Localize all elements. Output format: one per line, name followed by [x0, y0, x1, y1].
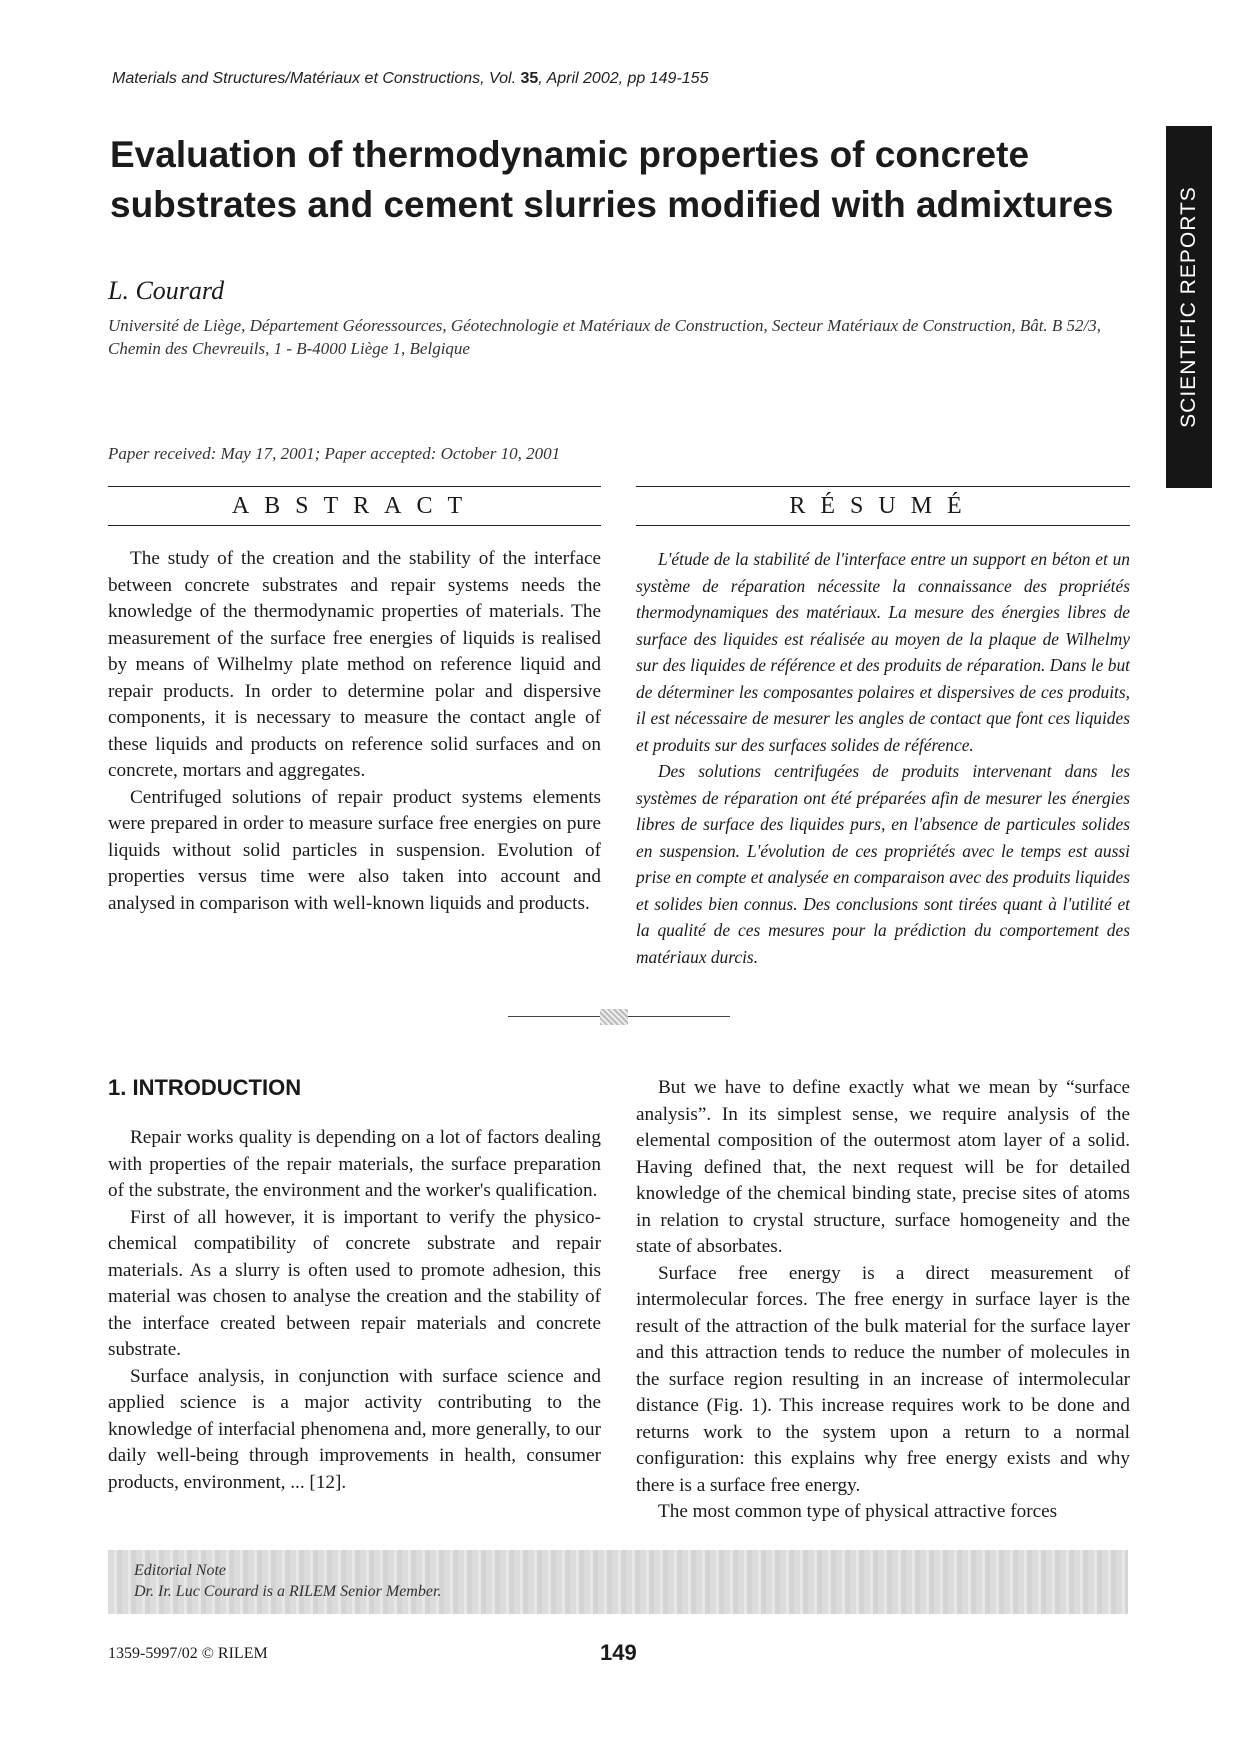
body-paragraph: Surface free energy is a direct measurement of intermolecular forces. The free energy in surface layer is the result of the attraction of the bulk material for the surface layer and this attraction tends to reduce the number of molecules in the surface region resulting in an increase of intermolecular distance (Fig. 1). This increase requires work to be done and returns work to the system upon a return to a normal configuration: this explains why free energy exists and why there is a surface free energy. [636, 1262, 1130, 1496]
affiliation-line-2: Chemin des Chevreuils, 1 - B-4000 Liège 1, Belgique [108, 339, 470, 358]
author-name: L. Courard [108, 276, 225, 305]
abstract-paragraph: The study of the creation and the stability of the interface between concrete substrates and repair systems needs the knowledge of the thermodynamic properties of materials. The measurement of the surface free energies of liquids is realised by means of Wilhelmy plate method on reference liquid and repair products. In order to determine polar and dispersive components, it is necessary to measure the contact angle of these liquids and products on reference solid surfaces and on concrete, mortars and aggregates. [108, 548, 601, 781]
introduction-left-column [108, 1125, 601, 1496]
resume-body [636, 546, 1130, 970]
section-tab [1166, 126, 1212, 488]
resume-paragraph: L'étude de la stabilité de l'interface entre un support en béton et un système de réparation nécessite la connaissance des propriétés thermodynamiques des matériaux. La mesure des énergies libres de surface des liquides est réalisée au moyen de la plaque de Wilhelmy sur des liquides de référence et des produits de réparation. Dans le but de déterminer les composantes polaires et dispersives de ces produits, il est nécessaire de mesurer les angles de contact que font ces liquides et produits sur des surfaces solides de référence. [636, 549, 1130, 755]
title-line-1: Evaluation of thermodynamic properties of concrete [110, 134, 1030, 175]
divider-ornament [600, 1009, 628, 1025]
resume-heading: RÉSUMÉ [636, 486, 1130, 526]
resume-paragraph: Des solutions centrifugées de produits intervenant dans les systèmes de réparation ont été préparées afin de mesurer les énergies libres de surface des liquides purs, en l'absence de particules solides en suspension. L'évolution de ces propriétés avec le temps est aussi prise en compte et analysée en comparaison avec des produits liquides et solides bien connus. Des conclusions sont tirées quant à l'utilité et la qualité de ces mesures pour la prédiction du comportement des matériaux durcis. [636, 761, 1130, 967]
editorial-note [134, 1560, 441, 1602]
author-affiliation [108, 314, 1138, 360]
received-dates: Paper received: May 17, 2001; Paper accepted: October 10, 2001 [108, 444, 561, 463]
paper-title [110, 130, 1140, 230]
editorial-note-text: Dr. Ir. Luc Courard is a RILEM Senior Member. [134, 1583, 442, 1600]
body-paragraph: The most common type of physical attractive forces [658, 1501, 1058, 1522]
body-paragraph: Repair works quality is depending on a lot of factors dealing with properties of the repair materials, the surface preparation of the substrate, the environment and the worker's qualification. [108, 1127, 601, 1201]
footer-issn: 1359-5997/02 © RILEM [108, 1645, 268, 1662]
title-line-2: substrates and cement slurries modified with admixtures [110, 184, 1114, 225]
page-number: 149 [600, 1640, 637, 1665]
section-tab-label: SCIENTIFIC REPORTS [1177, 186, 1201, 428]
affiliation-line-1: Université de Liège, Département Géoressources, Géotechnologie et Matériaux de Construction, Secteur Matériaux de Construction, Bât. B 52/3, [108, 316, 1102, 335]
journal-issue: , April 2002, pp 149-155 [538, 70, 709, 87]
body-paragraph: Surface analysis, in conjunction with surface science and applied science is a major activity contributing to the knowledge of interfacial phenomena and, more generally, to our daily well-being through improvements in health, consumer products, environment, ... [12]. [108, 1365, 601, 1493]
abstract-body [108, 546, 601, 917]
abstract-paragraph: Centrifuged solutions of repair product systems elements were prepared in order to measure surface free energies on pure liquids without solid particles in suspension. Evolution of properties versus time were also taken into account and analysed in comparison with well-known liquids and products. [108, 786, 601, 914]
journal-name: Materials and Structures/Matériaux et Constructions, Vol. [112, 70, 517, 87]
journal-citation [112, 70, 708, 88]
abstract-heading: ABSTRACT [108, 486, 601, 526]
body-paragraph: First of all however, it is important to verify the physico-chemical compatibility of concrete substrate and repair materials. As a slurry is often used to promote adhesion, this material was chosen to analyse the creation and the stability of the interface created between repair materials and concrete substrate. [108, 1206, 601, 1360]
journal-volume: 35 [520, 70, 539, 87]
introduction-heading: 1. INTRODUCTION [108, 1075, 302, 1100]
editorial-note-label: Editorial Note [134, 1562, 226, 1579]
editorial-note-box [108, 1550, 1128, 1614]
body-paragraph: But we have to define exactly what we mean by “surface analysis”. In its simplest sense, we require analysis of the elemental composition of the outermost atom layer of a solid. Having defined that, the next request will be for detailed knowledge of the chemical binding state, precise sites of atoms in relation to crystal structure, surface homogeneity and the state of absorbates. [636, 1077, 1130, 1257]
introduction-right-column [636, 1075, 1130, 1526]
